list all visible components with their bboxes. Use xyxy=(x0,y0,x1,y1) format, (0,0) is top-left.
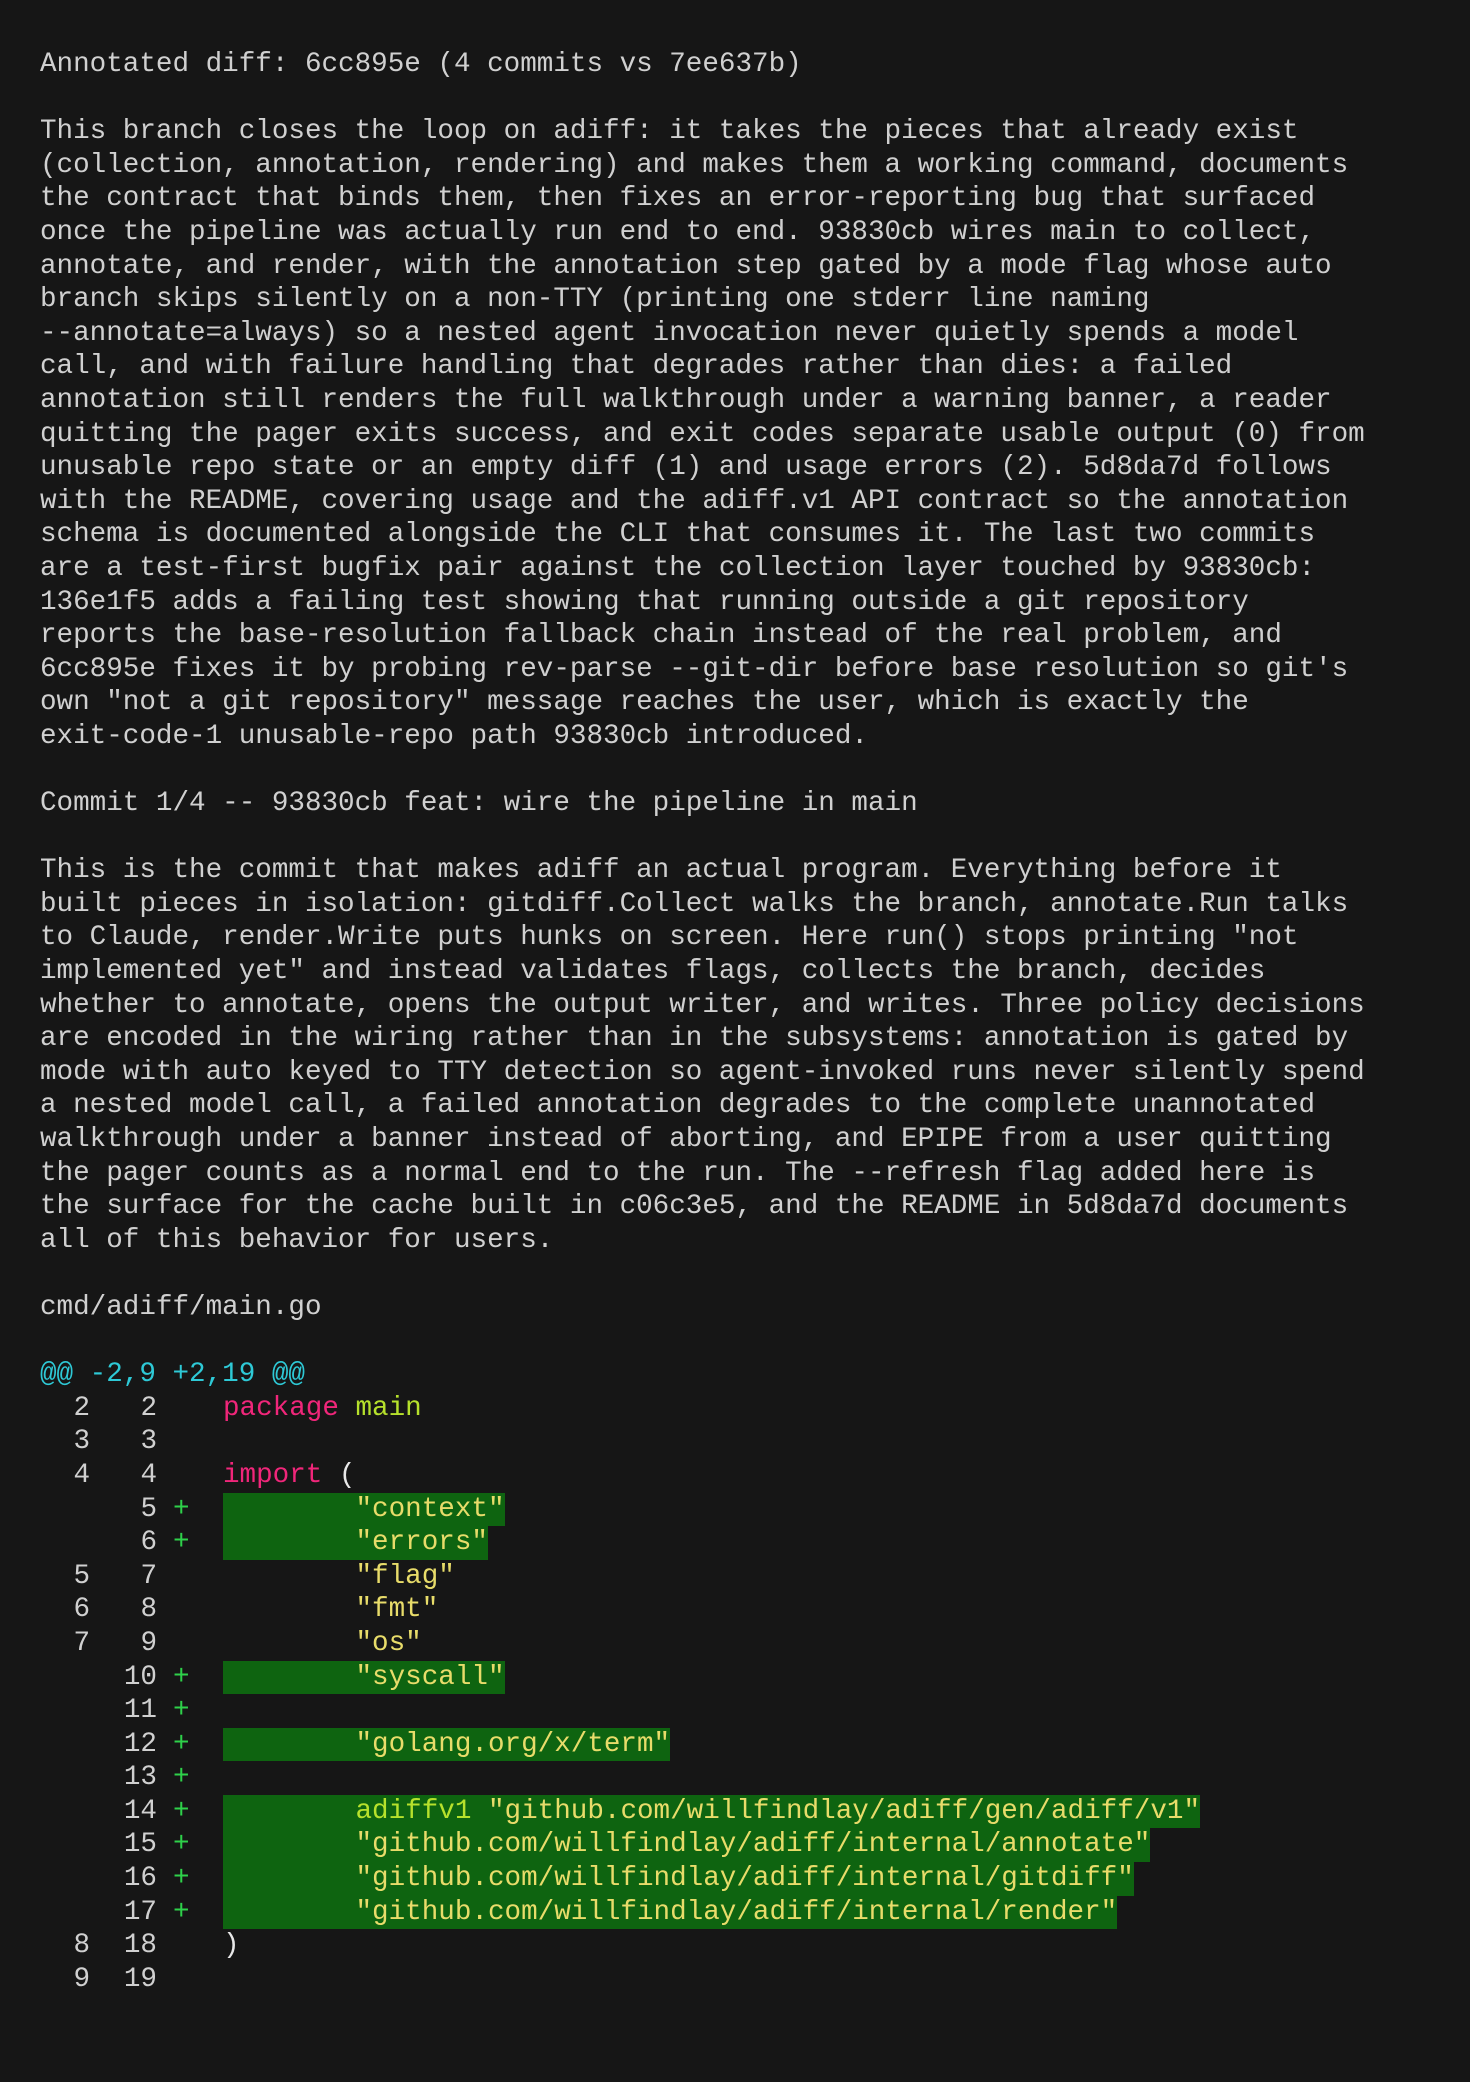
summary-line: with the README, covering usage and the adiff.v1 API contract so the annotation xyxy=(40,485,1349,517)
summary-line: unusable repo state or an empty diff (1) and usage errors (2). 5d8da7d follows xyxy=(40,452,1332,484)
commit-description-line: built pieces in isolation: gitdiff.Collect walks the branch, annotate.Run talks xyxy=(40,888,1349,920)
commit-description-line: This is the commit that makes adiff an actual program. Everything before it xyxy=(40,855,1282,887)
old-line-number xyxy=(40,1761,90,1795)
code-content xyxy=(223,1560,455,1594)
diff-line-added xyxy=(40,1896,1430,1930)
diff-marker: + xyxy=(173,1863,190,1895)
new-line-number: 3 xyxy=(140,1426,157,1458)
diff-line-added xyxy=(40,1526,1430,1560)
code-token: "github.com/willfindlay/adiff/gen/adiff/v1" xyxy=(487,1795,1201,1827)
diff-line-context xyxy=(40,1425,1430,1459)
commit-header: Commit 1/4 -- 93830cb feat: wire the pipeline in main xyxy=(40,788,918,820)
code-token: "context" xyxy=(355,1493,505,1525)
old-line-number xyxy=(40,1728,90,1762)
diff-marker: + xyxy=(173,1661,190,1693)
commit-description-line: are encoded in the wiring rather than in the subsystems: annotation is gated by xyxy=(40,1023,1349,1055)
diff-line-added xyxy=(40,1493,1430,1527)
diff-line-added xyxy=(40,1661,1430,1695)
code-content xyxy=(223,1929,240,1963)
spacer xyxy=(40,1325,1430,1359)
old-line-number: 3 xyxy=(73,1426,90,1458)
code-token: adiffv1 xyxy=(355,1795,472,1827)
code-content xyxy=(223,1728,670,1762)
old-line-number: 6 xyxy=(73,1594,90,1626)
diff-marker: + xyxy=(173,1896,190,1928)
code-token xyxy=(223,1628,355,1659)
code-token: "syscall" xyxy=(355,1661,505,1693)
old-line-number xyxy=(40,1896,90,1930)
code-token: "github.com/willfindlay/adiff/internal/render" xyxy=(355,1896,1118,1928)
summary-line: own "not a git repository" message reaches the user, which is exactly the xyxy=(40,687,1249,719)
new-line-number: 12 xyxy=(123,1728,157,1760)
diff-marker xyxy=(157,1425,223,1459)
new-line-number: 18 xyxy=(123,1930,157,1962)
summary-line: 136e1f5 adds a failing test showing that running outside a git repository xyxy=(40,586,1249,618)
code-token xyxy=(223,1561,355,1592)
code-token: main xyxy=(355,1392,422,1424)
diff-line-added xyxy=(40,1795,1430,1829)
diff-line-context xyxy=(40,1560,1430,1594)
spacer xyxy=(40,1257,1430,1291)
diff-line-context xyxy=(40,1963,1430,1997)
new-line-number: 17 xyxy=(123,1896,157,1928)
diff-line-added xyxy=(40,1828,1430,1862)
diff-line-context xyxy=(40,1593,1430,1627)
summary-line: This branch closes the loop on adiff: it takes the pieces that already exist xyxy=(40,116,1299,148)
code-content xyxy=(223,1661,505,1695)
old-line-number: 4 xyxy=(73,1459,90,1491)
summary-line: --annotate=always) so a nested agent invocation never quietly spends a model xyxy=(40,317,1299,349)
new-line-number: 16 xyxy=(123,1863,157,1895)
diff-line-added xyxy=(40,1694,1430,1728)
new-line-number: 15 xyxy=(123,1829,157,1861)
spacer xyxy=(40,753,1430,787)
code-content xyxy=(223,1593,438,1627)
summary-line: reports the base-resolution fallback chain instead of the real problem, and xyxy=(40,620,1282,652)
code-token xyxy=(223,1729,355,1760)
new-line-number: 8 xyxy=(140,1594,157,1626)
diff-marker xyxy=(157,1560,223,1594)
new-line-number: 4 xyxy=(140,1459,157,1491)
summary-line: call, and with failure handling that degrades rather than dies: a failed xyxy=(40,351,1233,383)
commit-description-line: a nested model call, a failed annotation degrades to the complete unannotated xyxy=(40,1090,1316,1122)
summary-line: annotate, and render, with the annotation step gated by a mode flag whose auto xyxy=(40,250,1332,282)
code-token: "flag" xyxy=(355,1560,455,1592)
old-line-number xyxy=(40,1795,90,1829)
new-line-number: 13 xyxy=(123,1762,157,1794)
diff-marker xyxy=(157,1963,223,1997)
code-token xyxy=(339,1393,356,1424)
summary-line: schema is documented alongside the CLI that consumes it. The last two commits xyxy=(40,519,1316,551)
old-line-number xyxy=(40,1862,90,1896)
commit-description-line: walkthrough under a banner instead of aborting, and EPIPE from a user quitting xyxy=(40,1124,1332,1155)
summary-line: exit-code-1 unusable-repo path 93830cb introduced. xyxy=(40,720,868,752)
diff-marker: + xyxy=(173,1728,190,1760)
diff-marker xyxy=(157,1593,223,1627)
diff-line-context xyxy=(40,1392,1430,1426)
code-content xyxy=(223,1896,1117,1930)
code-token: "golang.org/x/term" xyxy=(355,1728,671,1760)
old-line-number xyxy=(40,1661,90,1695)
code-content xyxy=(223,1526,488,1560)
old-line-number xyxy=(40,1526,90,1560)
branch-summary xyxy=(40,115,1430,753)
summary-line: 6cc895e fixes it by probing rev-parse --git-dir before base resolution so git's xyxy=(40,653,1349,685)
diff-marker xyxy=(157,1392,223,1426)
hunk-header: @@ -2,9 +2,19 @@ xyxy=(40,1359,305,1391)
summary-line: (collection, annotation, rendering) and makes them a working command, documents xyxy=(40,149,1349,181)
diff-line-context xyxy=(40,1627,1430,1661)
code-token: package xyxy=(223,1392,339,1424)
old-line-number: 9 xyxy=(73,1963,90,1995)
old-line-number xyxy=(40,1493,90,1527)
new-line-number: 14 xyxy=(123,1795,157,1827)
diff-line-context xyxy=(40,1929,1430,1963)
code-content xyxy=(223,1459,355,1493)
spacer xyxy=(40,821,1430,855)
code-token: "os" xyxy=(355,1627,422,1659)
commit-description-line: all of this behavior for users. xyxy=(40,1224,554,1256)
commit-description-line: implemented yet" and instead validates flags, collects the branch, decides xyxy=(40,956,1266,988)
code-content xyxy=(223,1795,1200,1829)
summary-line: quitting the pager exits success, and exit codes separate usable output (0) from xyxy=(40,418,1365,450)
code-content xyxy=(223,1627,422,1661)
old-line-number xyxy=(40,1694,90,1728)
new-line-number: 2 xyxy=(140,1392,157,1424)
code-token: "fmt" xyxy=(355,1594,439,1626)
diff-marker xyxy=(157,1627,223,1661)
diff-marker xyxy=(157,1459,223,1493)
old-line-number xyxy=(40,1828,90,1862)
commit-description-line: the pager counts as a normal end to the run. The --refresh flag added here is xyxy=(40,1157,1316,1189)
code-token xyxy=(471,1796,488,1827)
summary-line: are a test-first bugfix pair against the collection layer touched by 93830cb: xyxy=(40,552,1316,584)
diff-line-added xyxy=(40,1761,1430,1795)
code-token xyxy=(223,1829,355,1860)
code-token xyxy=(223,1527,355,1558)
code-token: "github.com/willfindlay/adiff/internal/gitdiff" xyxy=(355,1863,1134,1895)
code-token xyxy=(223,1897,355,1928)
diff-marker: + xyxy=(173,1493,190,1525)
code-token: "errors" xyxy=(355,1527,488,1559)
old-line-number: 7 xyxy=(73,1627,90,1659)
code-token: "github.com/willfindlay/adiff/internal/annotate" xyxy=(355,1829,1151,1861)
commit-description-line: to Claude, render.Write puts hunks on screen. Here run() stops printing "not xyxy=(40,922,1299,954)
code-token: import xyxy=(223,1459,323,1491)
code-content xyxy=(223,1828,1150,1862)
diff-marker xyxy=(157,1929,223,1963)
code-content xyxy=(223,1862,1134,1896)
old-line-number: 8 xyxy=(73,1930,90,1962)
summary-line: the contract that binds them, then fixes an error-reporting bug that surfaced xyxy=(40,183,1316,215)
code-token xyxy=(223,1863,355,1894)
commit-description-line: mode with auto keyed to TTY detection so agent-invoked runs never silently spend xyxy=(40,1056,1365,1088)
page-title: Annotated diff: 6cc895e (4 commits vs 7ee637b) xyxy=(40,49,802,80)
diff-line-context xyxy=(40,1459,1430,1493)
code-content xyxy=(223,1493,505,1527)
summary-line: once the pipeline was actually run end to end. 93830cb wires main to collect, xyxy=(40,216,1316,248)
code-token xyxy=(223,1662,355,1693)
diff-lines xyxy=(40,1392,1430,1997)
diff-marker: + xyxy=(173,1762,190,1794)
file-path: cmd/adiff/main.go xyxy=(40,1291,322,1323)
commit-description-line: whether to annotate, opens the output writer, and writes. Three policy decisions xyxy=(40,989,1365,1021)
new-line-number: 9 xyxy=(140,1627,157,1659)
code-token xyxy=(223,1594,355,1625)
diff-line-added xyxy=(40,1862,1430,1896)
new-line-number: 19 xyxy=(123,1963,157,1995)
code-token xyxy=(223,1796,355,1827)
diff-line-added xyxy=(40,1728,1430,1762)
new-line-number: 7 xyxy=(140,1560,157,1592)
new-line-number: 10 xyxy=(123,1661,157,1693)
code-token: ) xyxy=(223,1930,240,1962)
code-content xyxy=(223,1392,422,1426)
summary-line: annotation still renders the full walkthrough under a warning banner, a reader xyxy=(40,384,1332,416)
code-token: ( xyxy=(322,1459,356,1491)
old-line-number: 2 xyxy=(73,1392,90,1424)
commit-description-line: the surface for the cache built in c06c3e5, and the README in 5d8da7d documents xyxy=(40,1191,1349,1223)
diff-marker: + xyxy=(173,1695,190,1727)
diff-marker: + xyxy=(173,1795,190,1827)
diff-marker: + xyxy=(173,1527,190,1559)
commit-description xyxy=(40,854,1430,1257)
new-line-number: 11 xyxy=(123,1695,157,1727)
new-line-number: 6 xyxy=(140,1527,157,1559)
spacer xyxy=(40,82,1430,116)
summary-line: branch skips silently on a non-TTY (printing one stderr line naming xyxy=(40,284,1150,316)
new-line-number: 5 xyxy=(140,1493,157,1525)
code-token xyxy=(223,1494,355,1525)
old-line-number: 5 xyxy=(73,1560,90,1592)
diff-marker: + xyxy=(173,1829,190,1861)
